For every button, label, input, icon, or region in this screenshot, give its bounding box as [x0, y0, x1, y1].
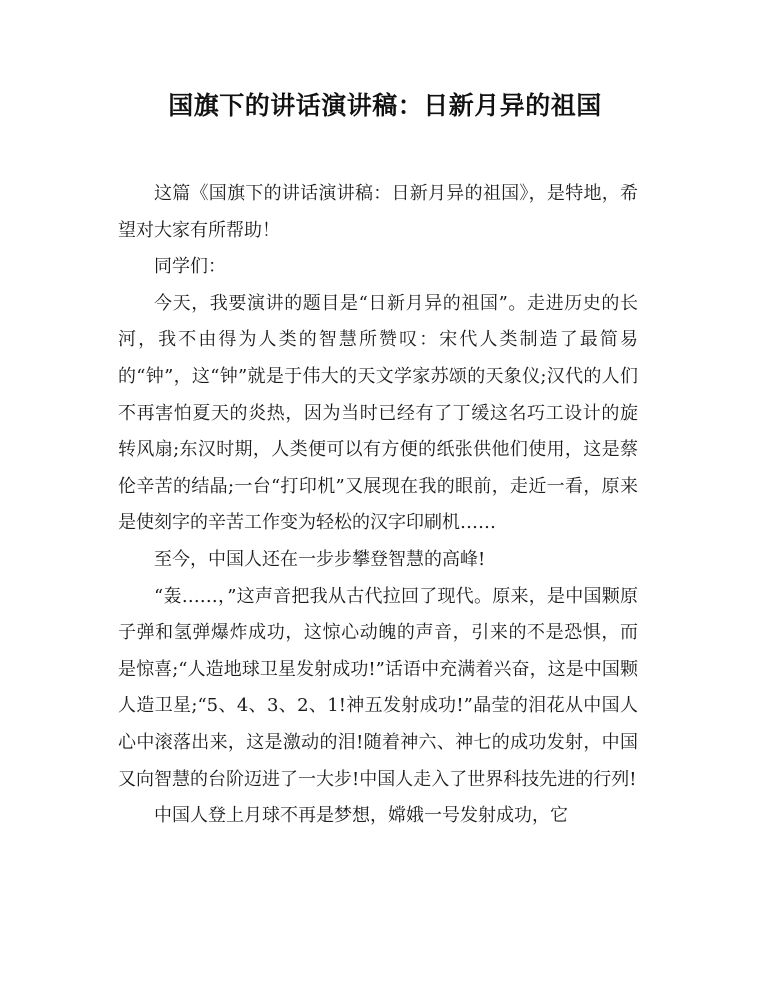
- paragraph-intro: 这篇《国旗下的讲话演讲稿：日新月异的祖国》，是特地，希望对大家有所帮助！: [118, 183, 638, 241]
- document-title: 国旗下的讲话演讲稿：日新月异的祖国: [168, 91, 602, 120]
- paragraph-summit: 至今，中国人还在一步步攀登智慧的高峰!: [154, 548, 486, 570]
- paragraph-moon: 中国人登上月球不再是梦想，嫦娥一号发射成功，它: [154, 805, 568, 827]
- paragraph-history: 今天，我要演讲的题目是“日新月异的祖国”。走进历史的长河，我不由得为人类的智慧所赞叹：宋代人类制造了最简易的“钟”，这“钟”就是于伟大的天文学家苏颂的天象仪;汉代的人们不再害怕夏天的炎热，因为当时已经有了丁缓这名巧工设计的旋转风扇;东汉时期，人类便可以有方便的纸张供他们使用，这是蔡伦辛苦的结晶;一台“打印机”又展现在我的眼前，走近一看，原来是使刻字的辛苦工作变为轻松的汉字印刷机……: [118, 292, 638, 534]
- document-body: [118, 176, 638, 835]
- paragraph-modern: “轰……，”这声音把我从古代拉回了现代。原来，是中国颗原子弹和氢弹爆炸成功，这惊心动魄的声音，引来的不是恐惧，而是惊喜;“人造地球卫星发射成功!”话语中充满着兴奋，这是中国颗人造卫星;“5、4、3、2、1!神五发射成功!”晶莹的泪花从中国人心中滚落出来，这是激动的泪!随着神六、神七的成功发射，中国又向智慧的台阶迈进了一大步!中国人走入了世界科技先进的行列!: [118, 585, 638, 790]
- paragraph-greeting: 同学们：: [154, 256, 226, 278]
